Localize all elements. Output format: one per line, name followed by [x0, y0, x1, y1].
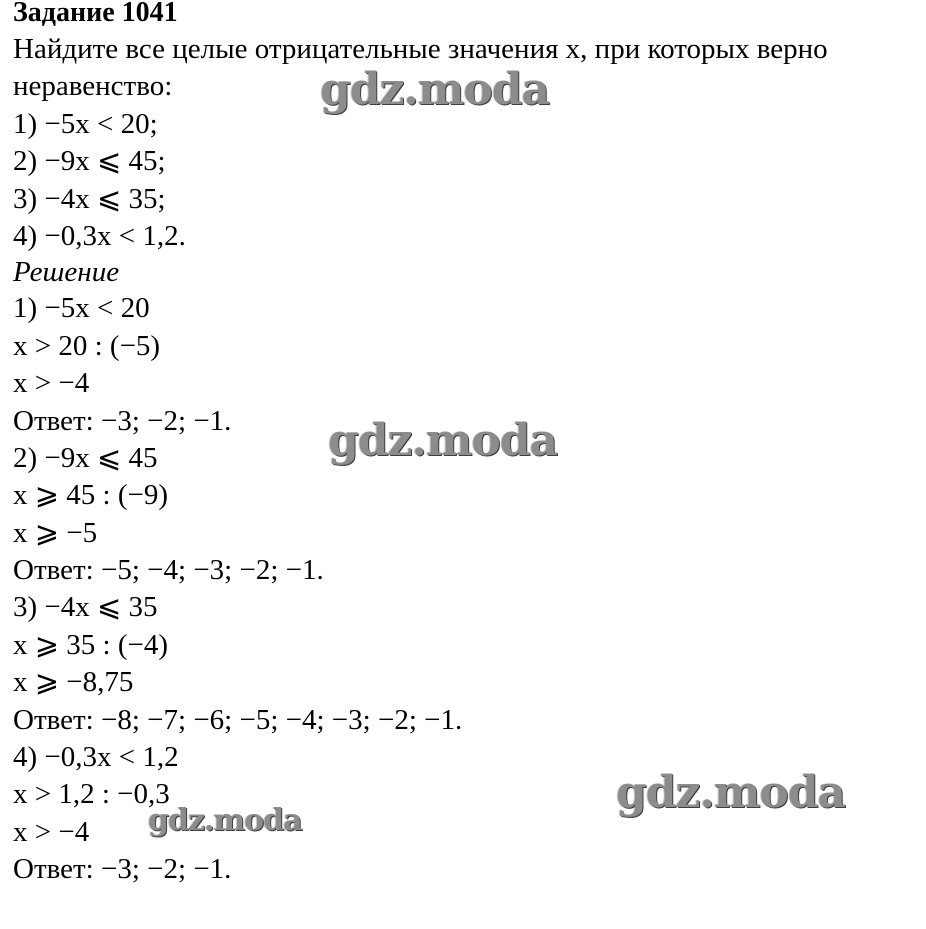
- task-item-2: 2) −9x ⩽ 45;: [13, 145, 166, 178]
- watermark: gdz.moda: [320, 64, 550, 115]
- task-text-line-2: неравенство:: [13, 70, 173, 103]
- solution-1-step-1: 1) −5x < 20: [13, 292, 150, 325]
- task-title: Задание 1041: [13, 0, 178, 28]
- solution-heading: Решение: [13, 256, 120, 289]
- task-item-3: 3) −4x ⩽ 35;: [13, 182, 166, 215]
- solution-2-answer: Ответ: −5; −4; −3; −2; −1.: [13, 554, 324, 587]
- solution-2-step-3: x ⩾ −5: [13, 516, 98, 549]
- solution-3-step-1: 3) −4x ⩽ 35: [13, 591, 158, 624]
- watermark: gdz.moda: [616, 767, 846, 818]
- watermark: gdz.moda: [328, 415, 558, 466]
- document: [13, 0, 923, 889]
- solution-1-step-2: x > 20 : (−5): [13, 329, 161, 362]
- solution-3-step-3: x ⩾ −8,75: [13, 666, 134, 699]
- solution-4-step-1: 4) −0,3x < 1,2: [13, 741, 179, 774]
- task-item-1: 1) −5x < 20;: [13, 107, 158, 140]
- solution-3-answer: Ответ: −8; −7; −6; −5; −4; −3; −2; −1.: [13, 703, 463, 736]
- solution-4-step-2: x > 1,2 : −0,3: [13, 778, 170, 811]
- solution-1-answer: Ответ: −3; −2; −1.: [13, 404, 232, 437]
- solution-2-step-1: 2) −9x ⩽ 45: [13, 441, 158, 474]
- watermark: gdz.moda: [148, 803, 302, 838]
- solution-4-answer: Ответ: −3; −2; −1.: [13, 853, 232, 886]
- solution-2-step-2: x ⩾ 45 : (−9): [13, 479, 169, 512]
- solution-3-step-2: x ⩾ 35 : (−4): [13, 628, 169, 661]
- solution-4-step-3: x > −4: [13, 815, 90, 848]
- task-item-4: 4) −0,3x < 1,2.: [13, 219, 186, 252]
- task-text-line-1: Найдите все целые отрицательные значения x, при которых верно: [13, 33, 828, 65]
- solution-1-step-3: x > −4: [13, 367, 90, 400]
